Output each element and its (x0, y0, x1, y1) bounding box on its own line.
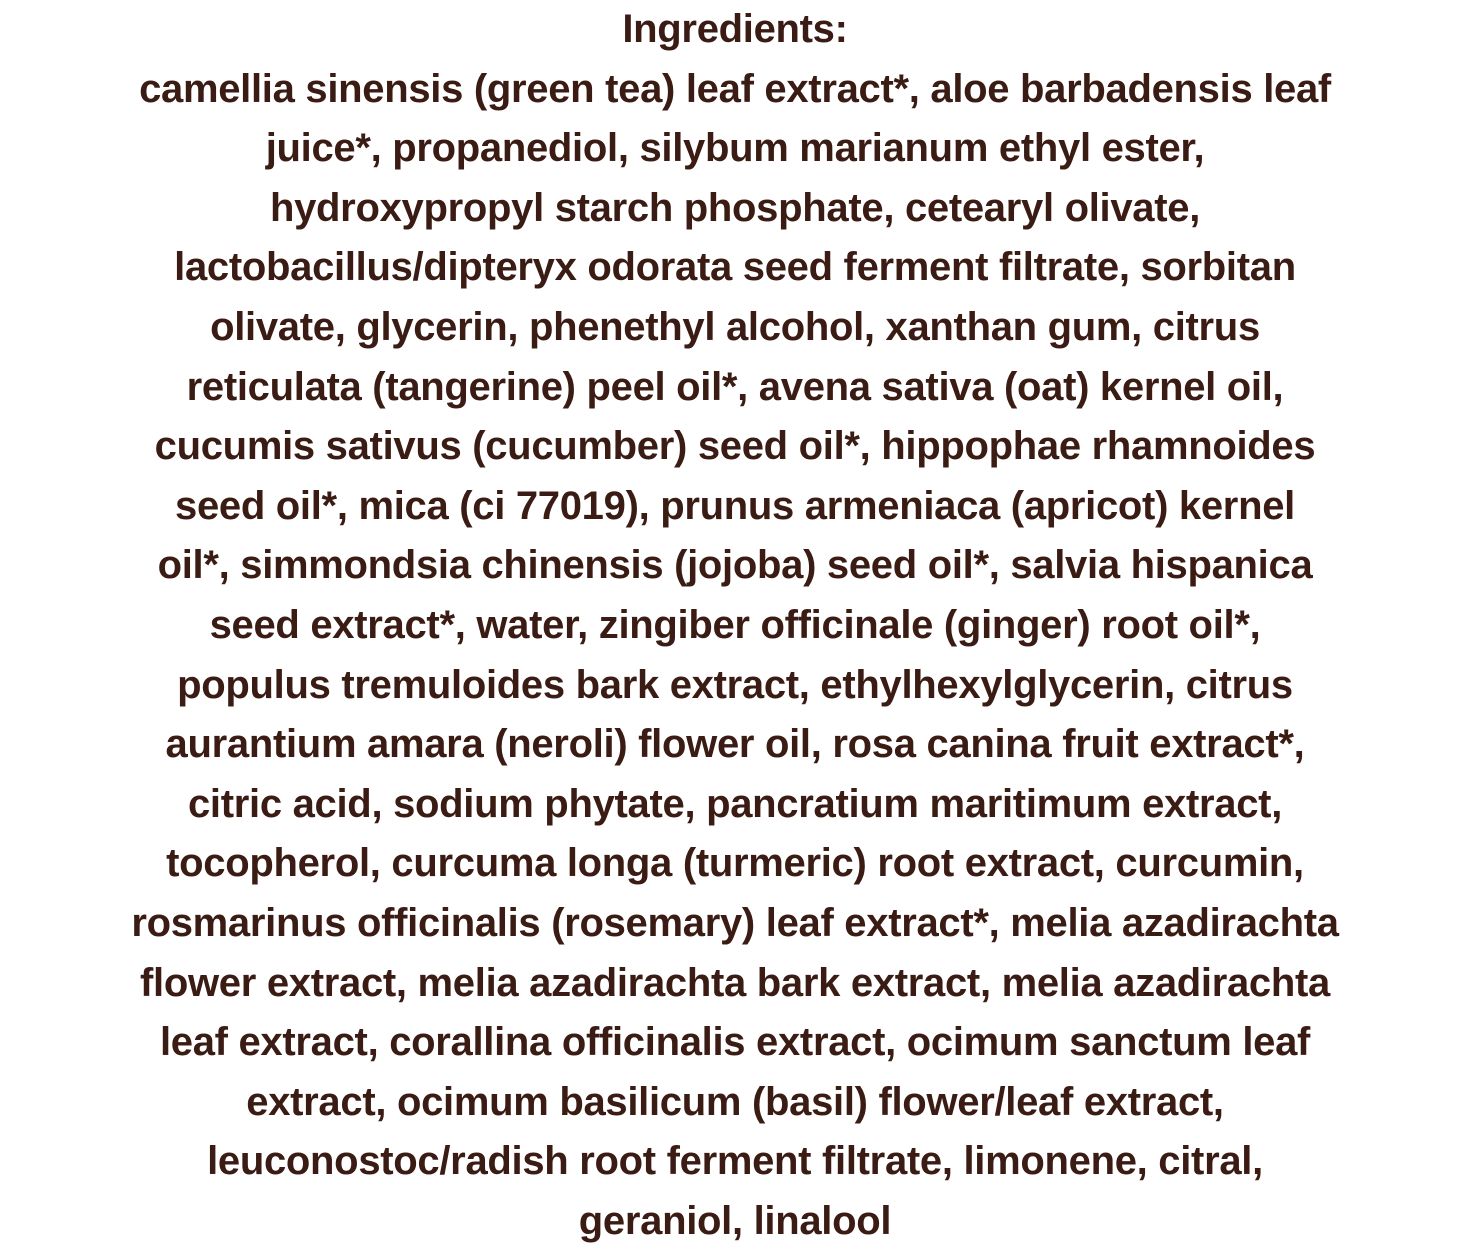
ingredients-line: juice*, propanediol, silybum marianum ethyl ester, (265, 126, 1205, 171)
ingredients-line: camellia sinensis (green tea) leaf extract*, aloe barbadensis leaf (139, 66, 1331, 111)
ingredients-line: leuconostoc/radish root ferment filtrate, limonene, citral, (207, 1139, 1263, 1184)
ingredients-line: seed oil*, mica (ci 77019), prunus armeniaca (apricot) kernel (175, 483, 1295, 528)
ingredients-line: lactobacillus/dipteryx odorata seed ferment filtrate, sorbitan (174, 245, 1296, 290)
ingredients-line: cucumis sativus (cucumber) seed oil*, hippophae rhamnoides (154, 424, 1316, 469)
ingredients-title: Ingredients: (622, 7, 848, 51)
ingredients-line: rosmarinus officinalis (rosemary) leaf extract*, melia azadirachta (131, 900, 1339, 945)
ingredients-line: leaf extract, corallina officinalis extract, ocimum sanctum leaf (159, 1020, 1311, 1065)
ingredients-line: hydroxypropyl starch phosphate, cetearyl olivate, (269, 185, 1201, 230)
ingredients-line: populus tremuloides bark extract, ethylhexylglycerin, citrus (177, 662, 1293, 707)
ingredients-line: citric acid, sodium phytate, pancratium maritimum extract, (187, 781, 1283, 826)
ingredients-line: geraniol, linalool (578, 1198, 892, 1243)
ingredients-line: flower extract, melia azadirachta bark extract, melia azadirachta (140, 960, 1330, 1005)
ingredients-line: extract, ocimum basilicum (basil) flower/leaf extract, (246, 1079, 1224, 1124)
ingredients-line: seed extract*, water, zingiber officinale (ginger) root oil*, (209, 602, 1261, 647)
ingredients-line: reticulata (tangerine) peel oil*, avena sativa (oat) kernel oil, (186, 364, 1284, 409)
ingredients-line: tocopherol, curcuma longa (turmeric) root extract, curcumin, (166, 841, 1304, 886)
ingredients-line: olivate, glycerin, phenethyl alcohol, xanthan gum, citrus (210, 304, 1260, 349)
ingredients-line: aurantium amara (neroli) flower oil, rosa canina fruit extract*, (165, 722, 1305, 767)
ingredients-line: oil*, simmondsia chinensis (jojoba) seed oil*, salvia hispanica (157, 543, 1313, 588)
